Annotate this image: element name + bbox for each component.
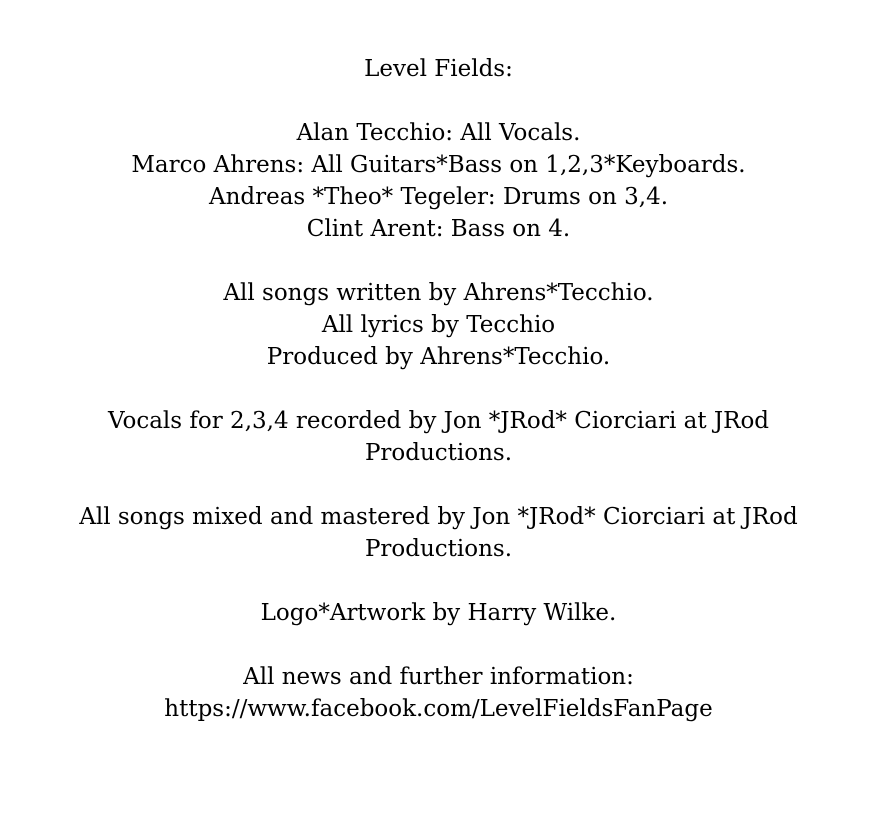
- facebook-url: https://www.facebook.com/LevelFieldsFanPage: [164, 696, 713, 722]
- vocals-recording-line: Vocals for 2,3,4 recorded by Jon *JRod* Ciorciari at JRod: [107, 408, 770, 434]
- lineup-line: Andreas *Theo* Tegeler: Drums on 3,4.: [208, 184, 669, 210]
- news-label: All news and further information:: [243, 664, 634, 690]
- news-section: [0, 661, 877, 725]
- band-title: Level Fields:: [364, 56, 513, 82]
- artwork-credit: Logo*Artwork by Harry Wilke.: [260, 600, 617, 626]
- spacer: [0, 85, 877, 117]
- credit-line: All lyrics by Tecchio: [321, 312, 556, 338]
- spacer: [0, 469, 877, 501]
- lineup-section: [0, 117, 877, 245]
- lineup-line: Alan Tecchio: All Vocals.: [296, 120, 581, 146]
- spacer: [0, 629, 877, 661]
- spacer: [0, 373, 877, 405]
- vocals-recording-section: [0, 405, 877, 469]
- lineup-line: Clint Arent: Bass on 4.: [306, 216, 571, 242]
- vocals-recording-line: Productions.: [364, 440, 513, 466]
- credit-line: All songs written by Ahrens*Tecchio.: [223, 280, 654, 306]
- spacer: [0, 565, 877, 597]
- mixing-section: [0, 501, 877, 565]
- lineup-line: Marco Ahrens: All Guitars*Bass on 1,2,3*Keyboards.: [131, 152, 746, 178]
- credit-line: Produced by Ahrens*Tecchio.: [266, 344, 611, 370]
- mixing-line: Productions.: [364, 536, 513, 562]
- spacer: [0, 245, 877, 277]
- writing-credits-section: [0, 277, 877, 373]
- mixing-line: All songs mixed and mastered by Jon *JRod* Ciorciari at JRod: [79, 504, 798, 530]
